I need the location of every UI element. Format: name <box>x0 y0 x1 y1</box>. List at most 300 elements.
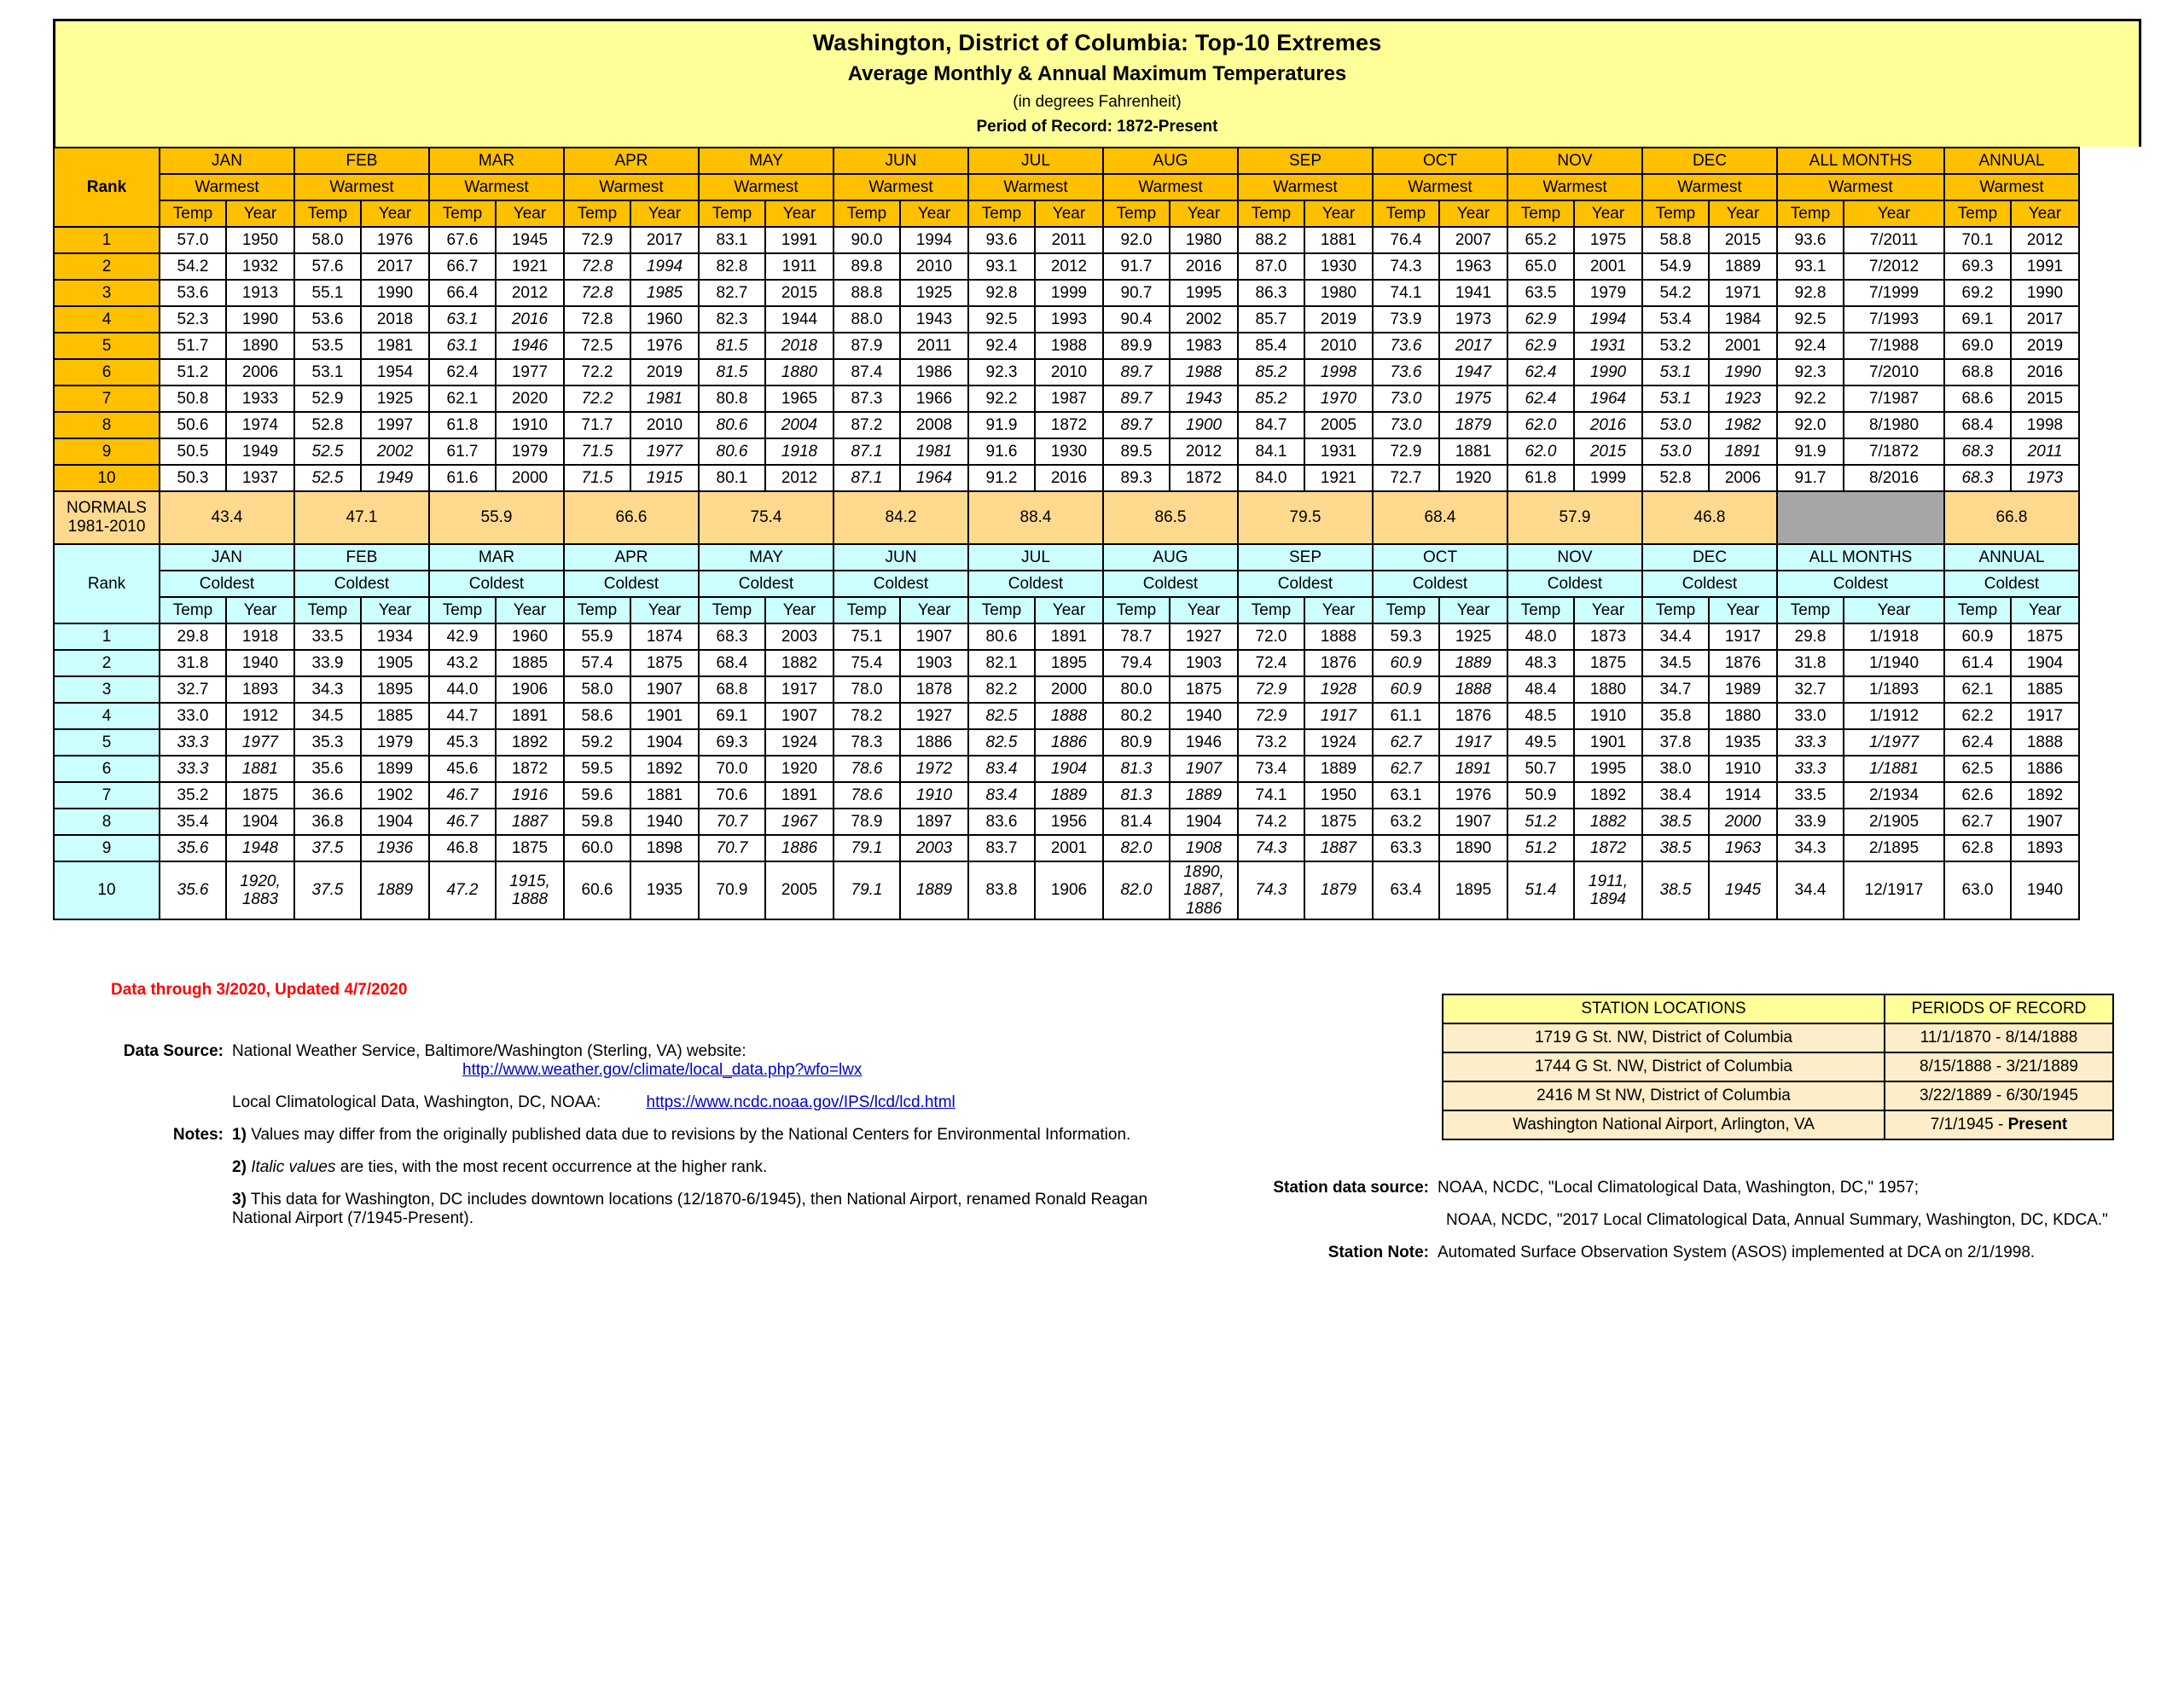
warmest-temp-header: Temp <box>564 200 630 227</box>
coldest-temp-cell: 34.5 <box>1642 650 1709 676</box>
coldest-column-header-nov: NOV <box>1507 544 1642 571</box>
coldest-year-cell: 1893 <box>2011 835 2079 861</box>
warmest-temp-cell: 53.1 <box>294 359 361 386</box>
coldest-temp-cell: 68.4 <box>699 650 765 676</box>
coldest-temp-year-header-row <box>54 597 2079 623</box>
warmest-temp-cell: 51.2 <box>160 359 226 386</box>
coldest-temp-cell: 47.2 <box>429 861 496 919</box>
warmest-temp-header: Temp <box>1373 200 1439 227</box>
note-3 <box>104 1191 1196 1228</box>
coldest-year-cell: 1880 <box>1709 703 1777 729</box>
warmest-temp-cell: 86.3 <box>1238 280 1304 306</box>
warmest-year-cell: 2015 <box>2011 386 2079 412</box>
normals-label: NORMALS 1981-2010 <box>54 491 160 544</box>
coldest-year-cell: 1/1918 <box>1844 623 1944 650</box>
warmest-year-cell: 1920 <box>1439 465 1507 491</box>
coldest-temp-cell: 33.0 <box>1777 703 1844 729</box>
warmest-temp-cell: 51.7 <box>160 333 226 359</box>
warmest-temp-cell: 93.1 <box>968 253 1035 280</box>
station-locations-panel <box>1442 994 2114 1140</box>
warmest-year-cell: 1941 <box>1439 280 1507 306</box>
coldest-temp-cell: 46.8 <box>429 835 496 861</box>
warmest-temp-cell: 61.7 <box>429 438 496 465</box>
coldest-temp-cell: 81.3 <box>1103 756 1170 782</box>
warmest-temp-cell: 92.5 <box>968 306 1035 333</box>
warmest-temp-cell: 83.1 <box>699 227 765 253</box>
coldest-temp-cell: 48.3 <box>1507 650 1574 676</box>
coldest-temp-header: Temp <box>160 597 226 623</box>
coldest-year-cell: 1904 <box>226 809 294 835</box>
warmest-temp-cell: 87.1 <box>834 465 900 491</box>
warmest-temp-cell: 91.9 <box>1777 438 1844 465</box>
coldest-temp-cell: 31.8 <box>160 650 226 676</box>
coldest-temp-cell: 35.6 <box>160 861 226 919</box>
warmest-temp-cell: 61.8 <box>429 412 496 438</box>
coldest-temp-cell: 73.2 <box>1238 729 1304 756</box>
coldest-year-cell: 1934 <box>361 623 429 650</box>
coldest-temp-cell: 70.0 <box>699 756 765 782</box>
warmest-temp-cell: 72.5 <box>564 333 630 359</box>
warmest-year-cell: 1880 <box>765 359 834 386</box>
weather-gov-link[interactable]: http://www.weather.gov/climate/local_data.php?wfo=lwx <box>462 1061 863 1079</box>
warmest-year-cell: 1990 <box>2011 280 2079 306</box>
warmest-temp-header: Temp <box>1238 200 1304 227</box>
coldest-temp-cell: 80.9 <box>1103 729 1170 756</box>
warmest-year-cell: 1976 <box>630 333 699 359</box>
station-row <box>1443 1110 2113 1139</box>
station-period-cell: 8/15/1888 - 3/21/1889 <box>1885 1052 2113 1081</box>
coldest-year-cell: 2/1934 <box>1844 782 1944 809</box>
coldest-temp-cell: 62.4 <box>1944 729 2011 756</box>
coldest-extreme-label: Coldest <box>564 571 699 597</box>
warmest-year-cell: 8/2016 <box>1844 465 1944 491</box>
warmest-temp-cell: 89.7 <box>1103 359 1170 386</box>
coldest-temp-cell: 78.6 <box>834 782 900 809</box>
warmest-year-cell: 1982 <box>1709 412 1777 438</box>
coldest-temp-cell: 59.2 <box>564 729 630 756</box>
coldest-year-cell: 1904 <box>361 809 429 835</box>
coldest-year-header: Year <box>1170 597 1238 623</box>
warmest-temp-cell: 50.8 <box>160 386 226 412</box>
coldest-year-cell: 1886 <box>765 835 834 861</box>
coldest-temp-cell: 74.3 <box>1238 835 1304 861</box>
coldest-year-cell: 1936 <box>361 835 429 861</box>
warmest-temp-cell: 62.0 <box>1507 412 1574 438</box>
warmest-year-cell: 2002 <box>361 438 429 465</box>
coldest-temp-cell: 70.6 <box>699 782 765 809</box>
coldest-year-cell: 1/1881 <box>1844 756 1944 782</box>
coldest-year-cell: 1956 <box>1035 809 1103 835</box>
coldest-year-cell: 1889 <box>900 861 968 919</box>
coldest-year-cell: 1906 <box>496 676 564 703</box>
warmest-year-header: Year <box>361 200 429 227</box>
warmest-temp-cell: 92.8 <box>968 280 1035 306</box>
warmest-temp-cell: 90.7 <box>1103 280 1170 306</box>
coldest-temp-cell: 74.1 <box>1238 782 1304 809</box>
notes-block <box>104 1042 1350 1242</box>
coldest-temp-cell: 34.5 <box>294 703 361 729</box>
warmest-year-cell: 1976 <box>361 227 429 253</box>
warmest-year-cell: 1993 <box>1035 306 1103 333</box>
warmest-year-cell: 1964 <box>1574 386 1642 412</box>
warmest-year-cell: 2000 <box>496 465 564 491</box>
warmest-temp-cell: 68.8 <box>1944 359 2011 386</box>
warmest-year-cell: 1985 <box>630 280 699 306</box>
warmest-year-cell: 1981 <box>900 438 968 465</box>
warmest-year-cell: 2017 <box>630 227 699 253</box>
warmest-year-cell: 7/2010 <box>1844 359 1944 386</box>
coldest-year-cell: 1888 <box>1439 676 1507 703</box>
warmest-month-header-row <box>54 148 2079 174</box>
warmest-year-cell: 1890 <box>226 333 294 359</box>
warmest-temp-cell: 72.2 <box>564 386 630 412</box>
coldest-year-cell: 1890, 1887, 1886 <box>1170 861 1238 919</box>
coldest-temp-cell: 46.7 <box>429 809 496 835</box>
coldest-rank-cell: 6 <box>54 756 160 782</box>
coldest-temp-cell: 69.1 <box>699 703 765 729</box>
coldest-temp-cell: 81.3 <box>1103 782 1170 809</box>
warmest-year-cell: 1974 <box>226 412 294 438</box>
warmest-column-header-aug: AUG <box>1103 148 1238 174</box>
coldest-temp-cell: 29.8 <box>160 623 226 650</box>
coldest-year-cell: 1891 <box>765 782 834 809</box>
warmest-year-cell: 2020 <box>496 386 564 412</box>
warmest-year-cell: 1932 <box>226 253 294 280</box>
coldest-temp-cell: 60.0 <box>564 835 630 861</box>
coldest-year-cell: 1881 <box>226 756 294 782</box>
coldest-temp-cell: 78.2 <box>834 703 900 729</box>
warmest-temp-cell: 68.4 <box>1944 412 2011 438</box>
coldest-temp-cell: 80.2 <box>1103 703 1170 729</box>
coldest-rank-cell: 4 <box>54 703 160 729</box>
warmest-temp-cell: 90.0 <box>834 227 900 253</box>
coldest-year-cell: 1910 <box>1709 756 1777 782</box>
ncdc-noaa-link[interactable]: https://www.ncdc.noaa.gov/IPS/lcd/lcd.html <box>646 1093 956 1111</box>
coldest-temp-cell: 78.9 <box>834 809 900 835</box>
coldest-temp-header: Temp <box>1103 597 1170 623</box>
coldest-temp-cell: 57.4 <box>564 650 630 676</box>
warmest-temp-cell: 57.6 <box>294 253 361 280</box>
warmest-year-cell: 1994 <box>900 227 968 253</box>
coldest-year-cell: 1950 <box>1304 782 1373 809</box>
station-location-cell: 2416 M St NW, District of Columbia <box>1443 1081 1885 1110</box>
coldest-year-cell: 1895 <box>1439 861 1507 919</box>
warmest-temp-cell: 92.5 <box>1777 306 1844 333</box>
normals-value-cell: 46.8 <box>1642 491 1777 544</box>
table-row <box>54 703 2079 729</box>
rank-header: Rank <box>54 148 160 227</box>
warmest-year-cell: 2010 <box>630 412 699 438</box>
coldest-year-cell: 1887 <box>1304 835 1373 861</box>
warmest-column-header-apr: APR <box>564 148 699 174</box>
warmest-year-cell: 1991 <box>765 227 834 253</box>
warmest-temp-header: Temp <box>1103 200 1170 227</box>
coldest-temp-cell: 33.5 <box>1777 782 1844 809</box>
table-row <box>54 280 2079 306</box>
warmest-temp-cell: 62.4 <box>429 359 496 386</box>
warmest-temp-cell: 73.6 <box>1373 333 1439 359</box>
coldest-year-cell: 1920 <box>765 756 834 782</box>
extremes-table <box>53 147 2080 920</box>
coldest-year-cell: 1875 <box>226 782 294 809</box>
coldest-year-cell: 1948 <box>226 835 294 861</box>
warmest-year-cell: 1911 <box>765 253 834 280</box>
coldest-temp-header: Temp <box>699 597 765 623</box>
coldest-temp-cell: 34.3 <box>294 676 361 703</box>
warmest-year-cell: 1913 <box>226 280 294 306</box>
warmest-rank-cell: 7 <box>54 386 160 412</box>
coldest-temp-cell: 72.4 <box>1238 650 1304 676</box>
coldest-temp-cell: 55.9 <box>564 623 630 650</box>
warmest-temp-cell: 53.2 <box>1642 333 1709 359</box>
warmest-temp-cell: 53.5 <box>294 333 361 359</box>
warmest-column-header-feb: FEB <box>294 148 429 174</box>
table-row <box>54 756 2079 782</box>
coldest-temp-cell: 60.9 <box>1373 650 1439 676</box>
warmest-temp-cell: 88.8 <box>834 280 900 306</box>
coldest-year-cell: 1892 <box>630 756 699 782</box>
warmest-temp-header: Temp <box>1507 200 1574 227</box>
warmest-year-cell: 1975 <box>1574 227 1642 253</box>
warmest-temp-cell: 92.2 <box>1777 386 1844 412</box>
coldest-temp-cell: 34.4 <box>1777 861 1844 919</box>
warmest-extreme-label: Warmest <box>834 174 968 200</box>
warmest-column-header-sep: SEP <box>1238 148 1373 174</box>
coldest-temp-cell: 70.9 <box>699 861 765 919</box>
coldest-temp-header: Temp <box>968 597 1035 623</box>
coldest-column-header-aug: AUG <box>1103 544 1238 571</box>
coldest-year-cell: 1901 <box>630 703 699 729</box>
coldest-year-header: Year <box>1844 597 1944 623</box>
warmest-year-cell: 2016 <box>2011 359 2079 386</box>
warmest-year-cell: 2010 <box>1304 333 1373 359</box>
coldest-temp-cell: 82.1 <box>968 650 1035 676</box>
warmest-temp-cell: 69.3 <box>1944 253 2011 280</box>
coldest-year-cell: 1918 <box>226 623 294 650</box>
warmest-temp-cell: 82.8 <box>699 253 765 280</box>
coldest-year-cell: 1904 <box>630 729 699 756</box>
coldest-temp-cell: 59.8 <box>564 809 630 835</box>
coldest-temp-cell: 38.5 <box>1642 861 1709 919</box>
coldest-year-cell: 2000 <box>1709 809 1777 835</box>
warmest-temp-cell: 63.1 <box>429 306 496 333</box>
warmest-year-cell: 1977 <box>630 438 699 465</box>
table-row <box>54 412 2079 438</box>
station-location-cell: 1719 G St. NW, District of Columbia <box>1443 1023 1885 1052</box>
periods-of-record-header: PERIODS OF RECORD <box>1885 994 2113 1023</box>
warmest-year-cell: 1881 <box>1439 438 1507 465</box>
coldest-temp-cell: 45.6 <box>429 756 496 782</box>
coldest-rank-cell: 1 <box>54 623 160 650</box>
table-row <box>54 676 2079 703</box>
warmest-temp-cell: 69.1 <box>1944 306 2011 333</box>
coldest-year-cell: 1/1977 <box>1844 729 1944 756</box>
note-2-text: are ties, with the most recent occurrence at the higher rank. <box>340 1158 768 1176</box>
normals-value-cell: 79.5 <box>1238 491 1373 544</box>
warmest-year-cell: 2016 <box>1574 412 1642 438</box>
station-location-cell: 1744 G St. NW, District of Columbia <box>1443 1052 1885 1081</box>
coldest-year-cell: 1940 <box>226 650 294 676</box>
coldest-column-header-sep: SEP <box>1238 544 1373 571</box>
warmest-temp-cell: 70.1 <box>1944 227 2011 253</box>
coldest-year-header: Year <box>900 597 968 623</box>
coldest-extreme-label: Coldest <box>968 571 1103 597</box>
coldest-temp-header: Temp <box>564 597 630 623</box>
coldest-extreme-label: Coldest <box>1642 571 1777 597</box>
coldest-year-cell: 1875 <box>1170 676 1238 703</box>
coldest-temp-cell: 74.3 <box>1238 861 1304 919</box>
warmest-temp-header: Temp <box>1944 200 2011 227</box>
coldest-year-cell: 1912 <box>226 703 294 729</box>
coldest-rank-cell: 9 <box>54 835 160 861</box>
coldest-year-cell: 1917 <box>1304 703 1373 729</box>
station-period-cell: 11/1/1870 - 8/14/1888 <box>1885 1023 2113 1052</box>
warmest-year-header: Year <box>1304 200 1373 227</box>
normals-blank-cell <box>1777 491 1944 544</box>
coldest-year-cell: 1907 <box>2011 809 2079 835</box>
coldest-temp-cell: 34.3 <box>1777 835 1844 861</box>
coldest-temp-cell: 78.3 <box>834 729 900 756</box>
warmest-year-cell: 1960 <box>630 306 699 333</box>
coldest-column-header-annual: ANNUAL <box>1944 544 2079 571</box>
coldest-year-cell: 1935 <box>630 861 699 919</box>
normals-value-cell: 68.4 <box>1373 491 1507 544</box>
warmest-temp-cell: 62.0 <box>1507 438 1574 465</box>
warmest-year-cell: 1900 <box>1170 412 1238 438</box>
rank-header: Rank <box>54 544 160 623</box>
table-row <box>54 809 2079 835</box>
warmest-rank-cell: 10 <box>54 465 160 491</box>
station-row <box>1443 1023 2113 1052</box>
warmest-temp-cell: 52.5 <box>294 438 361 465</box>
table-row <box>54 465 2079 491</box>
coldest-column-header-oct: OCT <box>1373 544 1507 571</box>
coldest-temp-cell: 33.9 <box>294 650 361 676</box>
coldest-year-cell: 1935 <box>1709 729 1777 756</box>
coldest-year-cell: 1899 <box>361 756 429 782</box>
warmest-temp-cell: 73.0 <box>1373 386 1439 412</box>
coldest-year-cell: 1892 <box>2011 782 2079 809</box>
coldest-year-cell: 1904 <box>1035 756 1103 782</box>
coldest-column-header-feb: FEB <box>294 544 429 571</box>
warmest-year-cell: 1999 <box>1574 465 1642 491</box>
normals-value-cell: 57.9 <box>1507 491 1642 544</box>
warmest-temp-cell: 90.4 <box>1103 306 1170 333</box>
coldest-temp-cell: 82.0 <box>1103 861 1170 919</box>
coldest-year-cell: 1917 <box>2011 703 2079 729</box>
coldest-temp-cell: 62.6 <box>1944 782 2011 809</box>
coldest-year-cell: 1910 <box>900 782 968 809</box>
note-1-number: 1) <box>232 1126 247 1144</box>
coldest-temp-cell: 78.6 <box>834 756 900 782</box>
warmest-temp-cell: 68.3 <box>1944 438 2011 465</box>
warmest-temp-cell: 85.7 <box>1238 306 1304 333</box>
normals-value-cell: 75.4 <box>699 491 834 544</box>
coldest-temp-cell: 60.9 <box>1944 623 2011 650</box>
coldest-year-cell: 1904 <box>1170 809 1238 835</box>
coldest-year-cell: 1906 <box>1035 861 1103 919</box>
warmest-year-cell: 2019 <box>1304 306 1373 333</box>
warmest-temp-header: Temp <box>699 200 765 227</box>
warmest-extreme-label: Warmest <box>699 174 834 200</box>
coldest-year-cell: 1916 <box>496 782 564 809</box>
coldest-year-cell: 1885 <box>361 703 429 729</box>
coldest-column-header-jan: JAN <box>160 544 294 571</box>
note-3-number: 3) <box>232 1191 247 1209</box>
warmest-temp-header: Temp <box>834 200 900 227</box>
coldest-temp-cell: 75.4 <box>834 650 900 676</box>
coldest-extreme-label: Coldest <box>1777 571 1944 597</box>
coldest-year-cell: 1940 <box>2011 861 2079 919</box>
warmest-year-cell: 1994 <box>630 253 699 280</box>
warmest-rank-cell: 6 <box>54 359 160 386</box>
coldest-temp-header: Temp <box>1777 597 1844 623</box>
coldest-temp-cell: 62.5 <box>1944 756 2011 782</box>
station-data-source-line2: NOAA, NCDC, "2017 Local Climatological Data, Annual Summary, Washington, DC, KDCA." <box>1446 1211 2108 1229</box>
coldest-temp-cell: 74.2 <box>1238 809 1304 835</box>
coldest-year-cell: 1889 <box>1304 756 1373 782</box>
coldest-year-cell: 1977 <box>226 729 294 756</box>
warmest-extreme-label: Warmest <box>564 174 699 200</box>
warmest-year-cell: 1986 <box>900 359 968 386</box>
coldest-year-cell: 1887 <box>496 809 564 835</box>
warmest-temp-cell: 91.7 <box>1103 253 1170 280</box>
warmest-temp-cell: 71.5 <box>564 465 630 491</box>
warmest-temp-cell: 53.0 <box>1642 412 1709 438</box>
coldest-temp-cell: 79.4 <box>1103 650 1170 676</box>
coldest-year-cell: 1914 <box>1709 782 1777 809</box>
coldest-year-header: Year <box>496 597 564 623</box>
coldest-year-cell: 1891 <box>1439 756 1507 782</box>
warmest-year-cell: 1964 <box>900 465 968 491</box>
coldest-column-header-all-months: ALL MONTHS <box>1777 544 1944 571</box>
warmest-temp-cell: 92.2 <box>968 386 1035 412</box>
coldest-temp-cell: 61.1 <box>1373 703 1439 729</box>
warmest-year-cell: 2004 <box>765 412 834 438</box>
coldest-year-cell: 1875 <box>630 650 699 676</box>
coldest-temp-cell: 69.3 <box>699 729 765 756</box>
coldest-year-cell: 1902 <box>361 782 429 809</box>
table-row <box>54 359 2079 386</box>
coldest-year-cell: 1886 <box>900 729 968 756</box>
warmest-temp-cell: 91.6 <box>968 438 1035 465</box>
coldest-year-cell: 1888 <box>1304 623 1373 650</box>
coldest-extreme-label: Coldest <box>699 571 834 597</box>
warmest-year-cell: 1945 <box>496 227 564 253</box>
warmest-rank-cell: 2 <box>54 253 160 280</box>
warmest-temp-cell: 93.6 <box>968 227 1035 253</box>
coldest-temp-cell: 38.5 <box>1642 809 1709 835</box>
coldest-extreme-label-row <box>54 571 2079 597</box>
coldest-temp-header: Temp <box>429 597 496 623</box>
coldest-year-cell: 1920, 1883 <box>226 861 294 919</box>
coldest-temp-cell: 58.0 <box>564 676 630 703</box>
coldest-temp-cell: 72.9 <box>1238 676 1304 703</box>
normals-value-cell: 47.1 <box>294 491 429 544</box>
warmest-extreme-label: Warmest <box>1373 174 1507 200</box>
warmest-column-header-mar: MAR <box>429 148 564 174</box>
coldest-year-cell: 1940 <box>630 809 699 835</box>
coldest-year-cell: 1880 <box>1574 676 1642 703</box>
coldest-temp-cell: 37.8 <box>1642 729 1709 756</box>
warmest-year-cell: 7/2011 <box>1844 227 1944 253</box>
coldest-year-cell: 1/1893 <box>1844 676 1944 703</box>
coldest-month-header-row <box>54 544 2079 571</box>
coldest-temp-cell: 33.3 <box>160 756 226 782</box>
coldest-year-header: Year <box>1574 597 1642 623</box>
warmest-extreme-label: Warmest <box>1777 174 1944 200</box>
coldest-year-cell: 1885 <box>2011 676 2079 703</box>
